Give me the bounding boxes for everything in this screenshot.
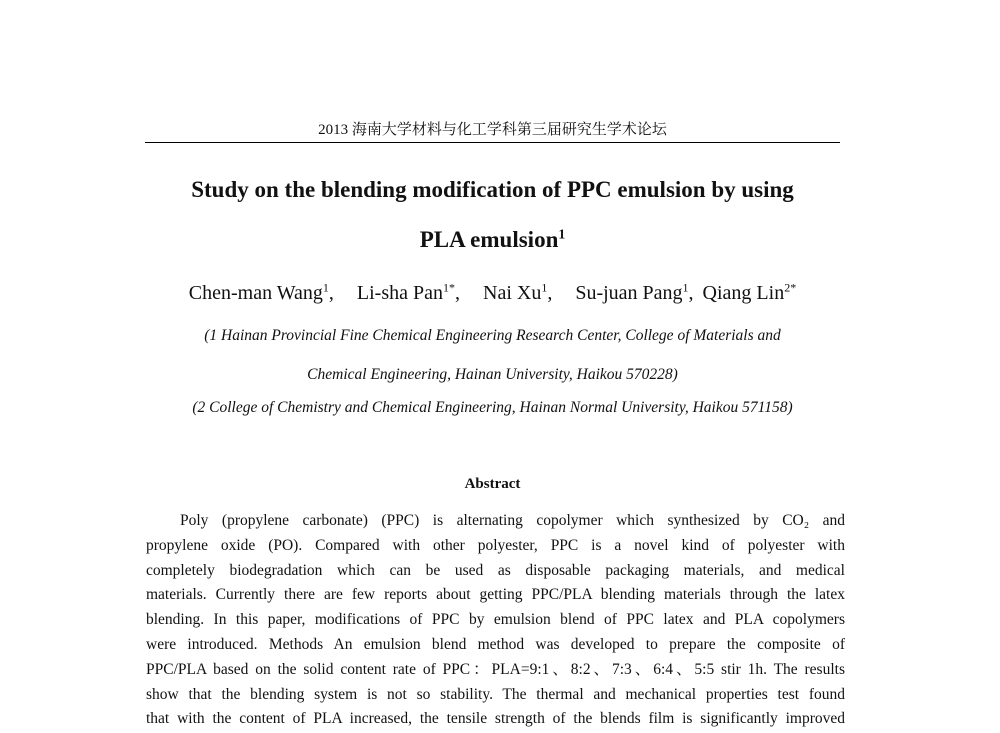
header-rule xyxy=(145,142,840,143)
author xyxy=(575,282,693,304)
author-name: Su-juan Pang xyxy=(575,282,683,304)
author-separator: , xyxy=(688,282,694,304)
abstract-line: propylene oxide (PO). Compared with other polyester, PPC is a novel kind of polyester with xyxy=(146,536,845,554)
affiliation-2: (2 College of Chemistry and Chemical Engineering, Hainan Normal University, Haikou 571158) xyxy=(192,399,793,416)
abstract-line: blending. In this paper, modifications of PPC by emulsion blend of PPC latex and PLA copolymers xyxy=(146,611,845,629)
author-affiliation-mark: 1 xyxy=(322,280,329,295)
author xyxy=(357,282,460,304)
abstract-line: materials. Currently there are few reports about getting PPC/PLA blending materials through the latex xyxy=(146,586,845,604)
author-list xyxy=(80,278,905,308)
paper-title-line-1: Study on the blending modification of PPC emulsion by using xyxy=(191,177,794,202)
abstract-line: PPC/PLA based on the solid content rate of PPC：PLA=9:1、8:2、7:3、6:4、5:5 stir 1h. The results xyxy=(146,660,845,678)
author xyxy=(189,282,334,304)
abstract-heading: Abstract xyxy=(464,476,521,492)
abstract-line: completely biodegradation which can be used as disposable packaging materials, and medical xyxy=(146,561,845,579)
author-separator: , xyxy=(455,282,460,304)
author-name: Li-sha Pan xyxy=(356,282,443,304)
author-separator: , xyxy=(328,282,334,304)
abstract-body xyxy=(146,509,845,732)
author-affiliation-mark: 1 xyxy=(682,280,689,295)
author-affiliation-mark: 2* xyxy=(784,280,797,295)
author-name: Qiang Lin xyxy=(702,282,785,304)
affiliation-1-line-2: Chemical Engineering, Hainan University, Haikou 570228) xyxy=(307,366,678,383)
author-name: Chen-man Wang xyxy=(188,282,323,304)
author-name: Nai Xu xyxy=(483,282,542,304)
title-footnote-mark: 1 xyxy=(558,226,566,242)
paper-title-text: PLA emulsion xyxy=(419,227,559,252)
author-affiliation-mark: 1 xyxy=(541,280,548,295)
author xyxy=(703,282,797,304)
abstract-line: that with the content of PLA increased, the tensile strength of the blends film is significantly improved xyxy=(146,710,845,728)
abstract-line: show that the blending system is not so stability. The thermal and mechanical properties test found xyxy=(146,685,845,703)
abstract-line: were introduced. Methods An emulsion blend method was developed to prepare the composite of xyxy=(146,635,845,653)
author-affiliation-mark: 1* xyxy=(443,280,455,295)
affiliation-1-line-1: (1 Hainan Provincial Fine Chemical Engineering Research Center, College of Materials and xyxy=(204,327,781,344)
running-header: 2013 海南大学材料与化工学科第三届研究生学术论坛 xyxy=(318,122,667,138)
author xyxy=(483,282,552,304)
author-separator: , xyxy=(547,282,553,304)
abstract-line: Poly (propylene carbonate) (PPC) is alternating copolymer which synthesized by CO₂ and xyxy=(180,512,845,529)
paper-title-line-2 xyxy=(80,225,905,255)
